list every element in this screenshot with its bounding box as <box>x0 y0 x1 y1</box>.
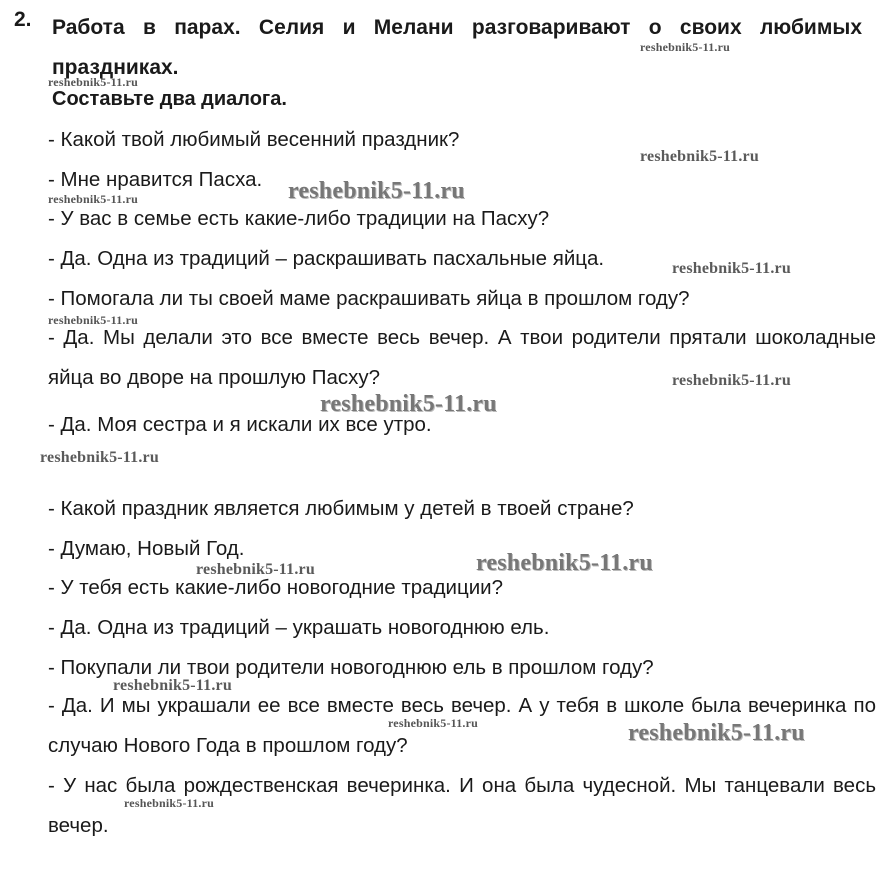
dialog2-line-2: - Думаю, Новый Год. <box>48 537 245 560</box>
watermark: reshebnik5-11.ru <box>388 716 478 730</box>
watermark: reshebnik5-11.ru <box>124 796 214 810</box>
watermark: reshebnik5-11.ru <box>48 313 138 327</box>
watermark: reshebnik5-11.ru <box>40 449 159 466</box>
dialog2-line-6: - Да. И мы украшали ее все вместе весь вечер. А у тебя в школе была вечеринка по случаю Нового Года в прошлом году? <box>48 694 876 757</box>
dialog2-line-4: - Да. Одна из традиций – украшать новогоднюю ель. <box>48 616 550 639</box>
watermark: reshebnik5-11.ru <box>672 372 791 389</box>
dialog2-line-1: - Какой праздник является любимым у детей в твоей стране? <box>48 497 634 520</box>
watermark: reshebnik5-11.ru <box>48 75 138 89</box>
task-heading: Работа в парах. Селия и Мелани разговаривают о своих любимых праздниках. <box>52 16 862 79</box>
dialog1-line-6: - Да. Мы делали это все вместе весь вечер. А твои родители прятали шоколадные яйца во дворе на прошлую Пасху? <box>48 326 876 389</box>
watermark: reshebnik5-11.ru <box>628 720 805 746</box>
task-subheading: Составьте два диалога. <box>52 88 287 110</box>
watermark: reshebnik5-11.ru <box>640 40 730 54</box>
watermark: reshebnik5-11.ru <box>320 391 497 417</box>
dialog2-line-3: - У тебя есть какие-либо новогодние традиции? <box>48 576 504 599</box>
watermark: reshebnik5-11.ru <box>113 677 232 694</box>
watermark: reshebnik5-11.ru <box>640 148 759 165</box>
dialog1-line-5: - Помогала ли ты своей маме раскрашивать яйца в прошлом году? <box>48 287 690 310</box>
dialog2-line-7: - У нас была рождественская вечеринка. И она была чудесной. Мы танцевали весь вечер. <box>48 774 876 837</box>
watermark: reshebnik5-11.ru <box>48 192 138 206</box>
dialog1-line-3: - У вас в семье есть какие-либо традиции на Пасху? <box>48 207 550 230</box>
watermark: reshebnik5-11.ru <box>288 178 465 204</box>
watermark: reshebnik5-11.ru <box>196 561 315 578</box>
dialog2-line-5: - Покупали ли твои родители новогоднюю ель в прошлом году? <box>48 656 654 679</box>
dialog1-line-4: - Да. Одна из традиций – раскрашивать пасхальные яйца. <box>48 247 605 270</box>
dialog1-line-2: - Мне нравится Пасха. <box>48 168 263 191</box>
watermark: reshebnik5-11.ru <box>476 550 653 576</box>
task-number: 2. <box>14 8 32 31</box>
dialog1-line-1: - Какой твой любимый весенний праздник? <box>48 128 460 151</box>
watermark: reshebnik5-11.ru <box>672 260 791 277</box>
dialog1-line-7: - Да. Моя сестра и я искали их все утро. <box>48 413 432 436</box>
